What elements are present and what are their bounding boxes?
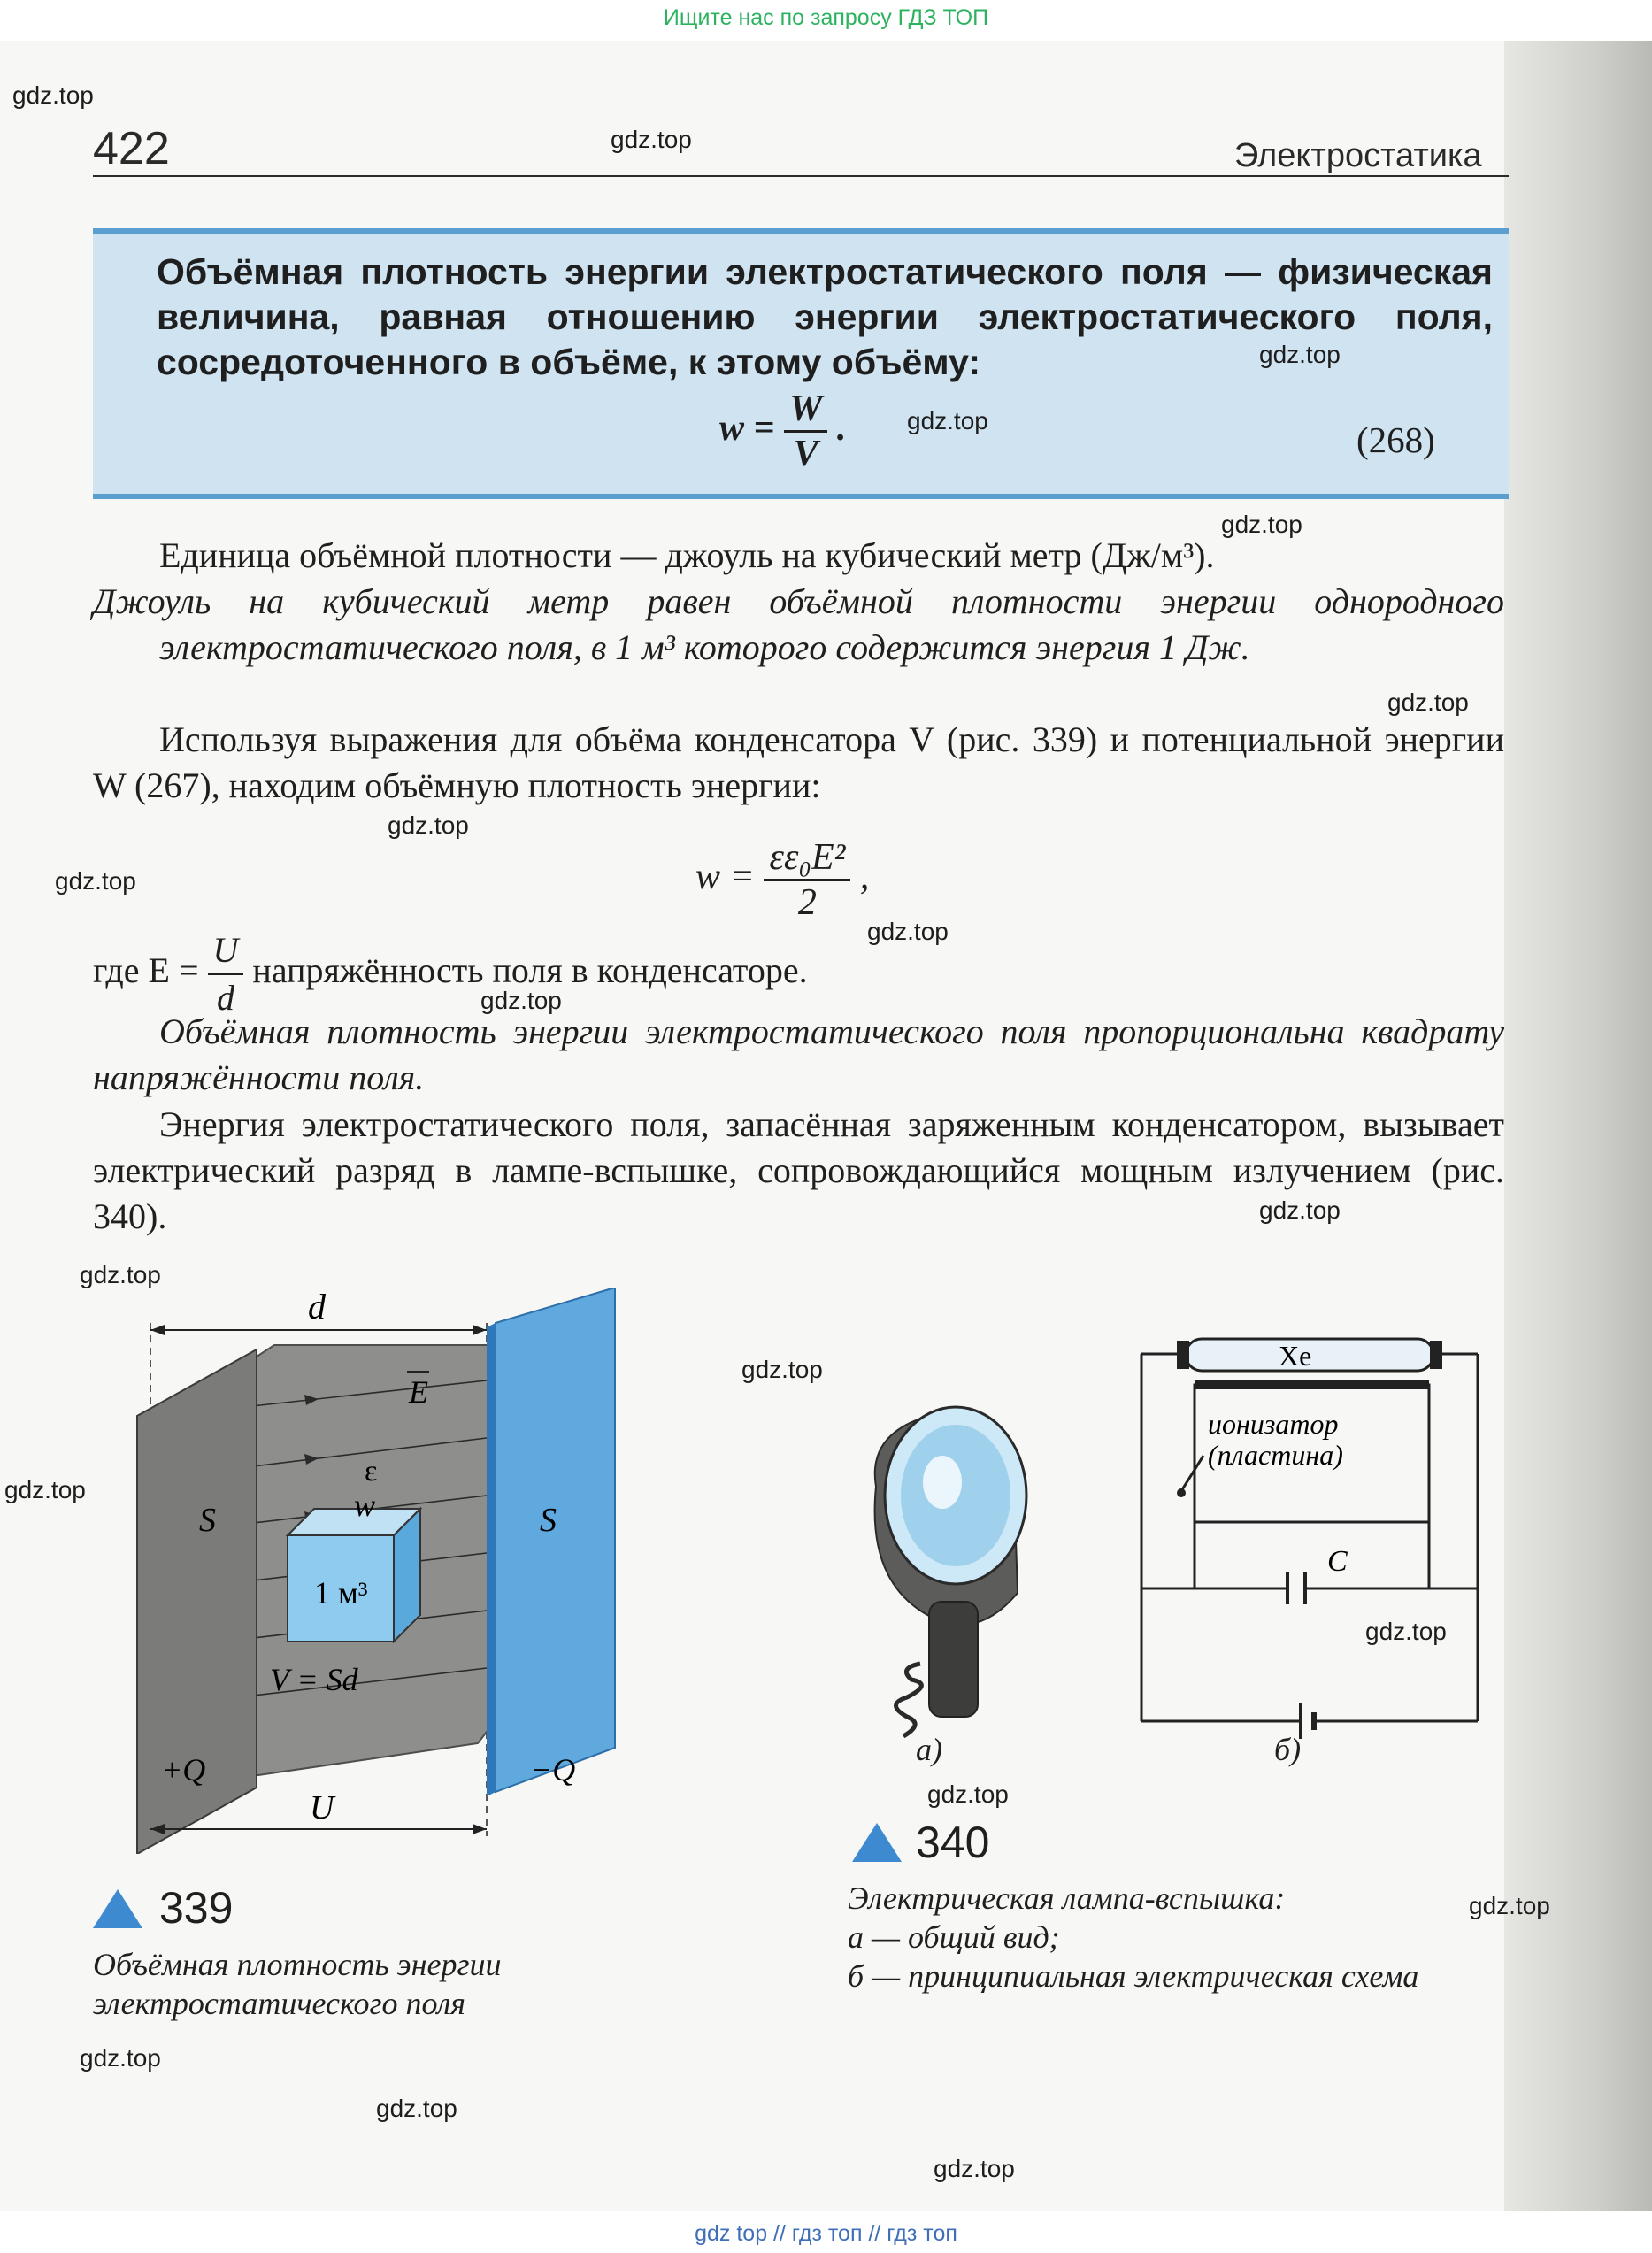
- right-plate: [496, 1288, 615, 1792]
- label-C: C: [1327, 1545, 1348, 1578]
- figure-339-caption: Объёмная плотность энергии электростатического поля: [93, 1947, 502, 2021]
- label-plus-Q: +Q: [161, 1752, 206, 1788]
- watermark: gdz.top: [1221, 511, 1302, 538]
- label-E: E: [409, 1374, 428, 1410]
- proportional-paragraph: Объёмная плотность энергии электростатического поля пропорциональна квадрату напряжённости поля.: [93, 1011, 1504, 1097]
- watermark: gdz.top: [1259, 341, 1341, 368]
- chapter-title: Электростатика: [1234, 137, 1482, 174]
- formula-numerator: W: [784, 388, 827, 433]
- formula-tail: .: [836, 408, 847, 450]
- watermark: gdz.top: [907, 407, 988, 434]
- ionizer-plate: [1195, 1380, 1429, 1389]
- header-rule: [93, 175, 1509, 177]
- watermark: gdz.top: [80, 1261, 161, 1288]
- figure-340-marker-icon: [852, 1823, 902, 1862]
- label-S-left: S: [199, 1502, 216, 1539]
- page-number: 422: [93, 123, 170, 174]
- definition-top-rule: [93, 228, 1509, 234]
- top-banner[interactable]: Ищите нас по запросу ГДЗ ТОП: [663, 5, 989, 30]
- joule-definition-text: Джоуль на кубический метр равен объёмной плотности энергии однородного электростатического поля, в 1 м³ которого содержится энергия 1 Дж.: [93, 581, 1504, 667]
- lamp-cable: [896, 1664, 922, 1736]
- watermark: gdz.top: [12, 81, 94, 109]
- definition-text: Объёмная плотность энергии электростатического поля — физическая величина, равная отношению энергии электростатического поля, сосредоточенного в объёме, к этому объёму:: [157, 251, 1493, 382]
- lamp-handle: [929, 1602, 978, 1717]
- formula-268: [719, 388, 846, 475]
- figure-340-caption-a: а — общий вид;: [848, 1919, 1060, 1955]
- label-plate: (пластина): [1208, 1439, 1343, 1471]
- unit-paragraph: Единица объёмной плотности — джоуль на кубический метр (Дж/м³).: [159, 535, 1215, 575]
- watermark: gdz.top: [1387, 688, 1469, 716]
- definition-bottom-rule: [93, 494, 1509, 499]
- figure-339-marker-icon: [93, 1889, 142, 1928]
- figure-340-number: 340: [916, 1818, 990, 1867]
- watermark: gdz.top: [1365, 1618, 1447, 1645]
- watermark: gdz.top: [55, 867, 136, 895]
- formula-denominator: V: [793, 434, 818, 474]
- formula2-tail: ,: [859, 857, 870, 898]
- formula2-lhs: w =: [695, 857, 755, 898]
- watermark: gdz.top: [867, 918, 949, 945]
- d-arrow-left: [150, 1325, 165, 1335]
- switch-blade-icon: [1181, 1456, 1203, 1491]
- watermark: gdz.top: [1469, 1892, 1550, 1919]
- using-paragraph: Используя выражения для объёма конденсатора V (рис. 339) и потенциальной энергии W (267), находим объёмную плотность энергии:: [93, 719, 1504, 805]
- watermark: gdz.top: [927, 1780, 1009, 1808]
- equation-number: (268): [1356, 419, 1435, 460]
- label-a: а): [916, 1732, 942, 1767]
- energy-paragraph: Энергия электростатического поля, запасённая заряженным конденсатором, вызывает электрический разряд в лампе-вспышке, сопровождающийся мощным излучением (рис. 340).: [93, 1104, 1504, 1236]
- where-numerator: U: [208, 927, 244, 975]
- where-fraction: [208, 927, 244, 1021]
- bottom-banner[interactable]: gdz top // гдз топ // гдз топ: [695, 2221, 957, 2246]
- label-epsilon: ε: [365, 1455, 378, 1488]
- figure-339-number: 339: [159, 1883, 234, 1933]
- label-cube-volume: 1 м³: [314, 1575, 368, 1611]
- where-suffix: напряжённость поля в конденсаторе.: [252, 950, 808, 991]
- formula-w-energy: [695, 836, 869, 924]
- watermark: gdz.top: [376, 2095, 457, 2122]
- formula2-fraction: [764, 836, 850, 924]
- formula-lhs: w =: [719, 408, 775, 450]
- figure-339: [88, 1288, 655, 1854]
- figure-340-caption-title: Электрическая лампа-вспышка:: [848, 1880, 1286, 1916]
- d-arrow-right: [473, 1325, 487, 1335]
- watermark: gdz.top: [388, 811, 469, 839]
- watermark: gdz.top: [741, 1356, 823, 1383]
- figure-340b-circuit: [1133, 1332, 1504, 1748]
- joule-definition: [93, 579, 1504, 671]
- watermark: gdz.top: [80, 2044, 161, 2072]
- figure-340a-lamp: [849, 1398, 1115, 1770]
- watermark: gdz.top: [480, 987, 562, 1014]
- lamp-highlight: [923, 1456, 962, 1509]
- label-V-Sd: V = Sd: [270, 1662, 358, 1697]
- label-d: d: [308, 1288, 326, 1326]
- formula-fraction: [784, 388, 827, 475]
- watermark: gdz.top: [4, 1476, 86, 1503]
- label-w: w: [354, 1488, 376, 1523]
- watermark: gdz.top: [1259, 1196, 1341, 1224]
- where-prefix: где E =: [93, 950, 199, 991]
- formula2-denominator: 2: [797, 882, 817, 923]
- u-arrow-right: [473, 1824, 487, 1834]
- watermark: gdz.top: [611, 126, 692, 153]
- label-U: U: [310, 1789, 334, 1826]
- label-b: б): [1274, 1732, 1302, 1767]
- label-S-right: S: [540, 1502, 557, 1539]
- tube-electrode-right: [1430, 1341, 1442, 1369]
- where-denominator: d: [216, 978, 234, 1018]
- tube-electrode-left: [1177, 1341, 1189, 1369]
- label-Xe: Xe: [1279, 1340, 1312, 1372]
- switch-contact: [1177, 1488, 1186, 1497]
- figure-340-caption-b: б — принципиальная электрическая схема: [848, 1958, 1419, 1994]
- formula2-numerator: εε₀E²: [764, 836, 850, 881]
- label-ionizer: ионизатор: [1208, 1408, 1339, 1440]
- right-plate-edge: [487, 1323, 496, 1796]
- where-line: [93, 927, 1504, 1021]
- watermark: gdz.top: [934, 2155, 1015, 2182]
- label-minus-Q: −Q: [531, 1752, 576, 1788]
- page-edge: [1504, 41, 1652, 2211]
